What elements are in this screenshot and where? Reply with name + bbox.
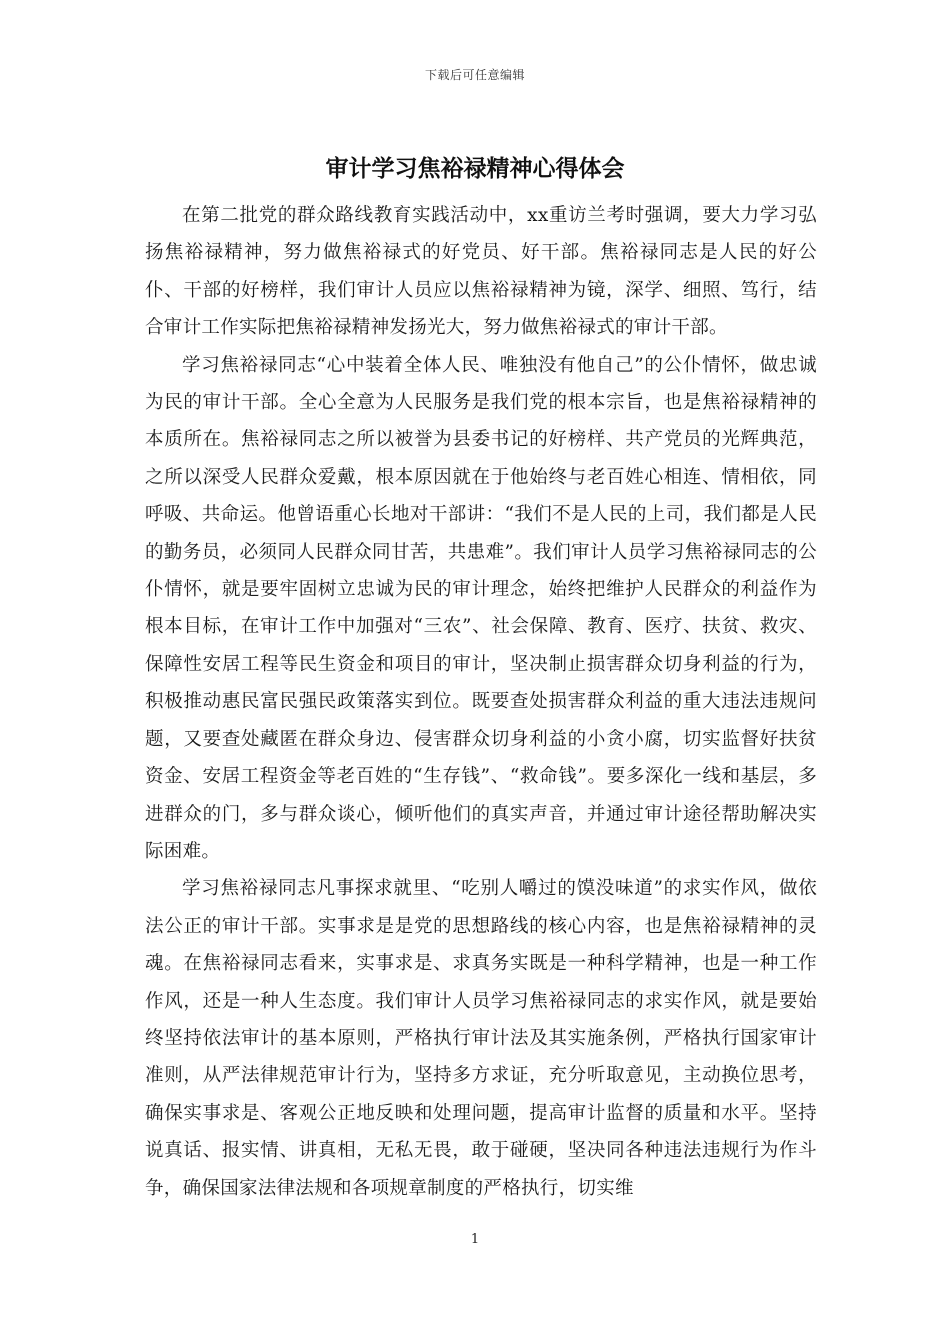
document-title: 审计学习焦裕禄精神心得体会 xyxy=(325,156,625,182)
paragraph-2: 学习焦裕禄同志“心中装着全体人民、唯独没有他自己”的公仆情怀，做忠诚为民的审计干部。全心全意为人民服务是我们党的根本宗旨，也是焦裕禄精神的本质所在。焦裕禄同志之所以被誉为县委书记的好榜样、共产党员的光辉典范，之所以深受人民群众爱戴，根本原因就在于他始终与老百姓心相连、情相依，同呼吸、共命运。他曾语重心长地对干部讲：“我们不是人民的上司，我们都是人民的勤务员，必须同人民群众同甘苦，共患难”。我们审计人员学习焦裕禄同志的公仆情怀，就是要牢固树立忠诚为民的审计理念，始终把维护人民群众的利益作为根本目标，在审计工作中加强对“三农”、社会保障、教育、医疗、扶贫、救灾、保障性安居工程等民生资金和项目的审计，坚决制止损害群众切身利益的行为，积极推动惠民富民强民政策落实到位。既要查处损害群众利益的重大违法违规问题，又要查处藏匿在群众身边、侵害群众切身利益的小贪小腐，切实监督好扶贫资金、安居工程资金等老百姓的“生存钱”、“救命钱”。要多深化一线和基层，多进群众的门，多与群众谈心，倾听他们的真实声音，并通过审计途径帮助解决实际困难。 xyxy=(145,354,817,862)
document-body xyxy=(145,197,817,1207)
header-note: 下载后可任意编辑 xyxy=(424,68,525,82)
paragraph-1: 在第二批党的群众路线教育实践活动中，xx重访兰考时强调，要大力学习弘扬焦裕禄精神，努力做焦裕禄式的好党员、好干部。焦裕禄同志是人民的好公仆、干部的好榜样，我们审计人员应以焦裕禄精神为镜，深学、细照、笃行，结合审计工作实际把焦裕禄精神发扬光大，努力做焦裕禄式的审计干部。 xyxy=(145,205,817,339)
paragraph-3: 学习焦裕禄同志凡事探求就里、“吃别人嚼过的馍没味道”的求实作风，做依法公正的审计干部。实事求是是党的思想路线的核心内容，也是焦裕禄精神的灵魂。在焦裕禄同志看来，实事求是、求真务实既是一种科学精神，也是一种工作作风，还是一种人生态度。我们审计人员学习焦裕禄同志的求实作风，就是要始终坚持依法审计的基本原则，严格执行审计法及其实施条例，严格执行国家审计准则，从严法律规范审计行为，坚持多方求证，充分听取意见，主动换位思考，确保实事求是、客观公正地反映和处理问题，提高审计监督的质量和水平。坚持说真话、报实情、讲真相，无私无畏，敢于碰硬，坚决同各种违法违规行为作斗争，确保国家法律法规和各项规章制度的严格执行，切实维 xyxy=(145,878,817,1199)
page-number: 1 xyxy=(470,1232,480,1247)
